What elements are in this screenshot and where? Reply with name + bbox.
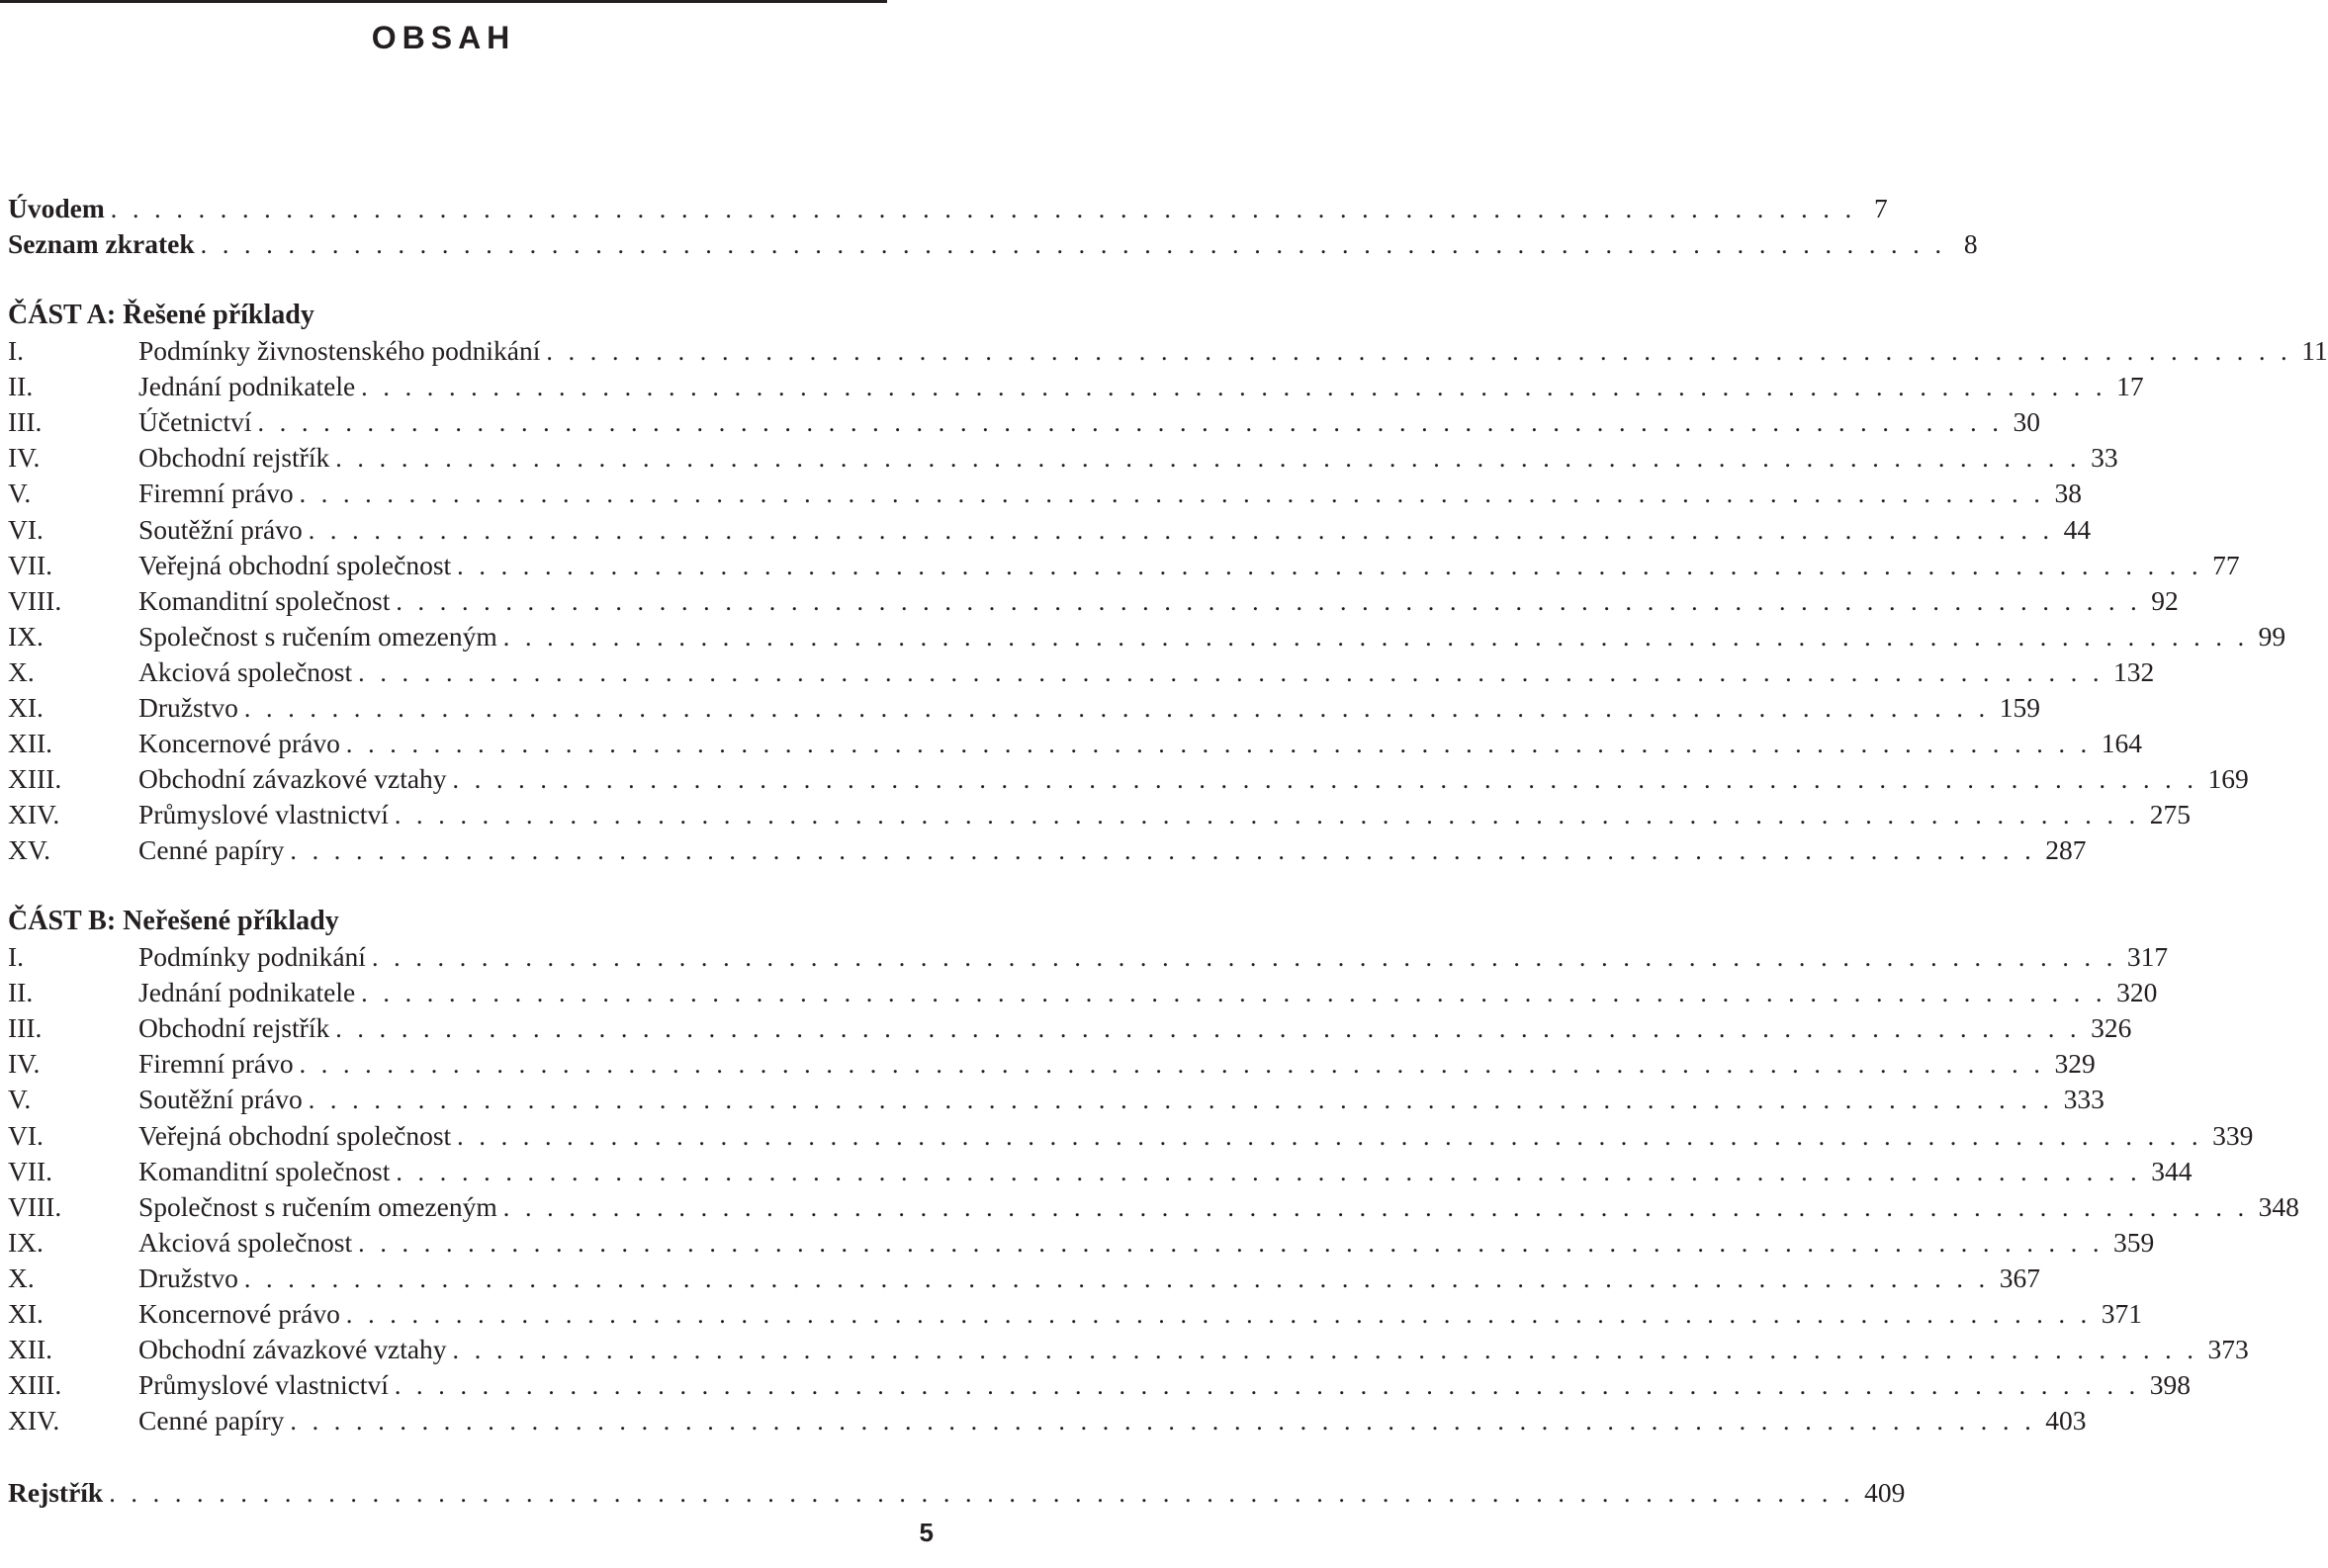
dot-leader: . . . . . . . . . . . . . . . . . . . . . . . . . . . . . . . . . . . . . . . . . . . . . . . . . . . . . . . . . . . . . . . . . . . . . . . . . . . . . . . . bbox=[308, 1086, 2054, 1115]
entry-number: XV. bbox=[8, 834, 51, 866]
entry-title: Jednání podnikatele bbox=[138, 977, 356, 1008]
entry-page-number: 44 bbox=[2063, 513, 2092, 545]
entry-number: VIII. bbox=[8, 584, 62, 616]
toc-entry[interactable] bbox=[8, 619, 2286, 654]
entry-title: Veřejná obchodní společnost bbox=[138, 549, 452, 580]
entry-page-number: 344 bbox=[2151, 1155, 2193, 1186]
entry-number: XI. bbox=[8, 1298, 44, 1329]
entry-number: XIV. bbox=[8, 1405, 60, 1437]
toc-entry-intro[interactable] bbox=[8, 226, 1978, 262]
entry-number: V. bbox=[8, 1084, 32, 1115]
dot-leader: . . . . . . . . . . . . . . . . . . . . . . . . . . . . . . . . . . . . . . . . . . . . . . . . . . . . . . . . . . . . . . . . . . . . . . . . . . . . . . . . bbox=[396, 586, 2142, 616]
dot-leader: . . . . . . . . . . . . . . . . . . . . . . . . . . . . . . . . . . . . . . . . . . . . . . . . . . . . . . . . . . . . . . . . . . . . . . . . . . . . . . . . bbox=[200, 230, 1946, 260]
dot-leader: . . . . . . . . . . . . . . . . . . . . . . . . . . . . . . . . . . . . . . . . . . . . . . . . . . . . . . . . . . . . . . . . . . . . . . . . . . . . . . . . bbox=[546, 337, 2292, 366]
dot-leader: . . . . . . . . . . . . . . . . . . . . . . . . . . . . . . . . . . . . . . . . . . . . . . . . . . . . . . . . . . . . . . . . . . . . . . . . . . . . . . . . bbox=[335, 1014, 2082, 1044]
toc-entry-intro[interactable] bbox=[8, 191, 1888, 226]
toc-entry[interactable] bbox=[8, 1367, 2191, 1403]
entry-title: Obchodní závazkové vztahy bbox=[138, 763, 447, 795]
toc-entry[interactable] bbox=[8, 476, 2082, 511]
entry-title: Firemní právo bbox=[138, 1048, 294, 1080]
entry-number: XIII. bbox=[8, 763, 62, 795]
dot-leader: . . . . . . . . . . . . . . . . . . . . . . . . . . . . . . . . . . . . . . . . . . . . . . . . . . . . . . . . . . . . . . . . . . . . . . . . . . . . . . . . bbox=[457, 1121, 2203, 1151]
entry-page-number: 99 bbox=[2258, 620, 2286, 652]
entry-title: Akciová společnost bbox=[138, 1226, 353, 1258]
entry-page-number: 33 bbox=[2091, 442, 2118, 474]
entry-number: VI. bbox=[8, 1119, 44, 1151]
toc-entry[interactable] bbox=[8, 1261, 2040, 1296]
entry-title: Úvodem bbox=[8, 193, 105, 223]
top-rule bbox=[0, 0, 887, 3]
entry-title: Komanditní společnost bbox=[138, 584, 391, 616]
toc-entry[interactable] bbox=[8, 1403, 2087, 1438]
entry-number: X. bbox=[8, 1262, 35, 1293]
dot-leader: . . . . . . . . . . . . . . . . . . . . . . . . . . . . . . . . . . . . . . . . . . . . . . . . . . . . . . . . . . . . . . . . . . . . . . . . . . . . . . . . bbox=[358, 657, 2104, 687]
entry-page-number: 326 bbox=[2091, 1012, 2132, 1044]
entry-title: Komanditní společnost bbox=[138, 1155, 391, 1186]
section-heading-part-a: ČÁST A: Řešené příklady bbox=[8, 300, 314, 330]
entry-number: II. bbox=[8, 371, 34, 402]
entry-page-number: 359 bbox=[2113, 1226, 2155, 1258]
toc-entry[interactable] bbox=[8, 1082, 2104, 1117]
entry-page-number: 159 bbox=[1999, 692, 2040, 723]
entry-page-number: 317 bbox=[2126, 941, 2169, 972]
entry-number: V. bbox=[8, 478, 32, 509]
entry-title: Soutěžní právo bbox=[138, 513, 303, 545]
entry-page-number: 339 bbox=[2212, 1119, 2254, 1151]
entry-title: Účetnictví bbox=[138, 406, 252, 438]
toc-entry[interactable] bbox=[8, 690, 2040, 726]
entry-page-number: 30 bbox=[2013, 406, 2040, 438]
dot-leader: . . . . . . . . . . . . . . . . . . . . . . . . . . . . . . . . . . . . . . . . . . . . . . . . . . . . . . . . . . . . . . . . . . . . . . . . . . . . . . . . bbox=[358, 1228, 2104, 1258]
toc-entry[interactable] bbox=[8, 1046, 2096, 1082]
entry-page-number: 320 bbox=[2116, 977, 2158, 1008]
entry-page-number: 398 bbox=[2149, 1369, 2191, 1401]
entry-number: XII. bbox=[8, 728, 53, 759]
toc-entry[interactable] bbox=[8, 797, 2191, 832]
entry-page-number: 275 bbox=[2149, 799, 2191, 830]
dot-leader: . . . . . . . . . . . . . . . . . . . . . . . . . . . . . . . . . . . . . . . . . . . . . . . . . . . . . . . . . . . . . . . . . . . . . . . . . . . . . . . . bbox=[335, 444, 2082, 474]
entry-title: Veřejná obchodní společnost bbox=[138, 1119, 452, 1151]
entry-title: Seznam zkratek bbox=[8, 228, 195, 260]
entry-title: Podmínky podnikání bbox=[138, 941, 366, 972]
entry-number: VII. bbox=[8, 549, 53, 580]
page-title: OBSAH bbox=[371, 20, 516, 55]
entry-number: IX. bbox=[8, 620, 44, 652]
dot-leader: . . . . . . . . . . . . . . . . . . . . . . . . . . . . . . . . . . . . . . . . . . . . . . . . . . . . . . . . . . . . . . . . . . . . . . . . . . . . . . . . bbox=[345, 1300, 2092, 1329]
entry-number: X. bbox=[8, 655, 35, 687]
entry-number: VIII. bbox=[8, 1190, 62, 1222]
entry-title: Firemní právo bbox=[138, 478, 294, 509]
toc-entry[interactable] bbox=[8, 583, 2179, 619]
entry-page-number: 164 bbox=[2101, 728, 2143, 759]
entry-page-number: 77 bbox=[2212, 549, 2240, 580]
entry-number: III. bbox=[8, 406, 43, 438]
entry-title: Akciová společnost bbox=[138, 655, 353, 687]
entry-title: Společnost s ručením omezeným bbox=[138, 1190, 497, 1222]
dot-leader: . . . . . . . . . . . . . . . . . . . . . . . . . . . . . . . . . . . . . . . . . . . . . . . . . . . . . . . . . . . . . . . . . . . . . . . . . . . . . . . . bbox=[394, 1371, 2140, 1401]
entry-title: Společnost s ručením omezeným bbox=[138, 620, 497, 652]
toc-entry[interactable] bbox=[8, 726, 2143, 761]
entry-number: VI. bbox=[8, 513, 44, 545]
entry-title: Obchodní rejstřík bbox=[138, 1012, 330, 1044]
entry-page-number: 329 bbox=[2054, 1048, 2096, 1080]
entry-number: XI. bbox=[8, 692, 44, 723]
entry-page-number: 287 bbox=[2045, 834, 2087, 866]
entry-number: IV. bbox=[8, 1048, 41, 1080]
page-number: 5 bbox=[919, 1518, 934, 1547]
dot-leader: . . . . . . . . . . . . . . . . . . . . . . . . . . . . . . . . . . . . . . . . . . . . . . . . . . . . . . . . . . . . . . . . . . . . . . . . . . . . . . . . bbox=[371, 943, 2117, 972]
dot-leader: . . . . . . . . . . . . . . . . . . . . . . . . . . . . . . . . . . . . . . . . . . . . . . . . . . . . . . . . . . . . . . . . . . . . . . . . . . . . . . . . bbox=[394, 801, 2140, 830]
dot-leader: . . . . . . . . . . . . . . . . . . . . . . . . . . . . . . . . . . . . . . . . . . . . . . . . . . . . . . . . . . . . . . . . . . . . . . . . . . . . . . . . bbox=[457, 551, 2203, 580]
entry-number: I. bbox=[8, 941, 25, 972]
toc-entry[interactable] bbox=[8, 512, 2092, 548]
dot-leader: . . . . . . . . . . . . . . . . . . . . . . . . . . . . . . . . . . . . . . . . . . . . . . . . . . . . . . . . . . . . . . . . . . . . . . . . . . . . . . . . bbox=[502, 622, 2249, 652]
entry-page-number: 8 bbox=[1963, 228, 1978, 260]
dot-leader: . . . . . . . . . . . . . . . . . . . . . . . . . . . . . . . . . . . . . . . . . . . . . . . . . . . . . . . . . . . . . . . . . . . . . . . . . . . . . . . . bbox=[452, 765, 2198, 795]
entry-page-number: 348 bbox=[2258, 1190, 2299, 1222]
entry-page-number: 92 bbox=[2151, 584, 2179, 616]
entry-page-number: 11 bbox=[2301, 335, 2328, 366]
entry-number: IX. bbox=[8, 1226, 44, 1258]
toc-entry[interactable] bbox=[8, 1225, 2155, 1261]
dot-leader: . . . . . . . . . . . . . . . . . . . . . . . . . . . . . . . . . . . . . . . . . . . . . . . . . . . . . . . . . . . . . . . . . . . . . . . . . . . . . . . . bbox=[243, 694, 1990, 723]
dot-leader: . . . . . . . . . . . . . . . . . . . . . . . . . . . . . . . . . . . . . . . . . . . . . . . . . . . . . . . . . . . . . . . . . . . . . . . . . . . . . . . . bbox=[110, 195, 1856, 223]
entry-page-number: 38 bbox=[2054, 478, 2082, 509]
entry-page-number: 367 bbox=[1999, 1262, 2040, 1293]
toc-entry[interactable] bbox=[8, 654, 2155, 690]
entry-page-number: 371 bbox=[2101, 1298, 2143, 1329]
dot-leader: . . . . . . . . . . . . . . . . . . . . . . . . . . . . . . . . . . . . . . . . . . . . . . . . . . . . . . . . . . . . . . . . . . . . . . . . . . . . . . . . bbox=[361, 373, 2107, 402]
toc-entry[interactable] bbox=[8, 1154, 2193, 1189]
toc-entry[interactable] bbox=[8, 1296, 2143, 1332]
entry-title: Podmínky živnostenského podnikání bbox=[138, 335, 541, 366]
entry-page-number: 169 bbox=[2207, 763, 2249, 795]
dot-leader: . . . . . . . . . . . . . . . . . . . . . . . . . . . . . . . . . . . . . . . . . . . . . . . . . . . . . . . . . . . . . . . . . . . . . . . . . . . . . . . . bbox=[290, 1407, 2036, 1437]
dot-leader: . . . . . . . . . . . . . . . . . . . . . . . . . . . . . . . . . . . . . . . . . . . . . . . . . . . . . . . . . . . . . . . . . . . . . . . . . . . . . . . . bbox=[290, 836, 2036, 866]
dot-leader: . . . . . . . . . . . . . . . . . . . . . . . . . . . . . . . . . . . . . . . . . . . . . . . . . . . . . . . . . . . . . . . . . . . . . . . . . . . . . . . . bbox=[109, 1479, 1855, 1508]
entry-number: IV. bbox=[8, 442, 41, 474]
entry-title: Družstvo bbox=[138, 692, 238, 723]
entry-page-number: 333 bbox=[2063, 1084, 2104, 1115]
entry-title: Průmyslové vlastnictví bbox=[138, 1369, 389, 1401]
dot-leader: . . . . . . . . . . . . . . . . . . . . . . . . . . . . . . . . . . . . . . . . . . . . . . . . . . . . . . . . . . . . . . . . . . . . . . . . . . . . . . . . bbox=[396, 1157, 2142, 1186]
dot-leader: . . . . . . . . . . . . . . . . . . . . . . . . . . . . . . . . . . . . . . . . . . . . . . . . . . . . . . . . . . . . . . . . . . . . . . . . . . . . . . . . bbox=[308, 515, 2054, 545]
toc-entry[interactable] bbox=[8, 761, 2249, 797]
toc-entry[interactable] bbox=[8, 1010, 2132, 1046]
entry-title: Jednání podnikatele bbox=[138, 371, 356, 402]
toc-entry[interactable] bbox=[8, 832, 2087, 868]
toc-entry[interactable] bbox=[8, 404, 2040, 440]
entry-title: Cenné papíry bbox=[138, 834, 285, 866]
entry-number: I. bbox=[8, 335, 25, 366]
dot-leader: . . . . . . . . . . . . . . . . . . . . . . . . . . . . . . . . . . . . . . . . . . . . . . . . . . . . . . . . . . . . . . . . . . . . . . . . . . . . . . . . bbox=[345, 730, 2092, 759]
entry-page-number: 409 bbox=[1864, 1477, 1906, 1508]
entry-title: Průmyslové vlastnictví bbox=[138, 799, 389, 830]
entry-title: Rejstřík bbox=[8, 1477, 104, 1508]
entry-page-number: 403 bbox=[2045, 1405, 2087, 1437]
toc-entry[interactable] bbox=[8, 548, 2240, 583]
toc-entry[interactable] bbox=[8, 333, 2328, 369]
entry-number: XII. bbox=[8, 1334, 53, 1365]
dot-leader: . . . . . . . . . . . . . . . . . . . . . . . . . . . . . . . . . . . . . . . . . . . . . . . . . . . . . . . . . . . . . . . . . . . . . . . . . . . . . . . . bbox=[299, 479, 2045, 509]
entry-title: Obchodní závazkové vztahy bbox=[138, 1334, 447, 1365]
entry-title: Koncernové právo bbox=[138, 728, 340, 759]
toc-entry[interactable] bbox=[8, 975, 2158, 1010]
toc-entry[interactable] bbox=[8, 1118, 2254, 1154]
toc-entry[interactable] bbox=[8, 440, 2118, 476]
entry-number: XIV. bbox=[8, 799, 60, 830]
toc-entry[interactable] bbox=[8, 939, 2169, 975]
entry-page-number: 17 bbox=[2116, 371, 2144, 402]
entry-title: Obchodní rejstřík bbox=[138, 442, 330, 474]
entry-title: Družstvo bbox=[138, 1262, 238, 1293]
dot-leader: . . . . . . . . . . . . . . . . . . . . . . . . . . . . . . . . . . . . . . . . . . . . . . . . . . . . . . . . . . . . . . . . . . . . . . . . . . . . . . . . bbox=[361, 979, 2107, 1008]
entry-title: Soutěžní právo bbox=[138, 1084, 303, 1115]
entry-page-number: 132 bbox=[2113, 655, 2155, 687]
toc-entry[interactable] bbox=[8, 1189, 2299, 1225]
entry-number: VII. bbox=[8, 1155, 53, 1186]
entry-page-number: 373 bbox=[2207, 1334, 2249, 1365]
entry-page-number: 7 bbox=[1873, 193, 1888, 223]
entry-number: XIII. bbox=[8, 1369, 62, 1401]
toc-entry[interactable] bbox=[8, 1332, 2249, 1367]
section-heading-part-b: ČÁST B: Neřešené příklady bbox=[8, 906, 339, 936]
entry-title: Koncernové právo bbox=[138, 1298, 340, 1329]
entry-number: III. bbox=[8, 1012, 43, 1044]
dot-leader: . . . . . . . . . . . . . . . . . . . . . . . . . . . . . . . . . . . . . . . . . . . . . . . . . . . . . . . . . . . . . . . . . . . . . . . . . . . . . . . . bbox=[243, 1263, 1990, 1293]
dot-leader: . . . . . . . . . . . . . . . . . . . . . . . . . . . . . . . . . . . . . . . . . . . . . . . . . . . . . . . . . . . . . . . . . . . . . . . . . . . . . . . . bbox=[299, 1050, 2045, 1080]
dot-leader: . . . . . . . . . . . . . . . . . . . . . . . . . . . . . . . . . . . . . . . . . . . . . . . . . . . . . . . . . . . . . . . . . . . . . . . . . . . . . . . . bbox=[257, 408, 2004, 438]
dot-leader: . . . . . . . . . . . . . . . . . . . . . . . . . . . . . . . . . . . . . . . . . . . . . . . . . . . . . . . . . . . . . . . . . . . . . . . . . . . . . . . . bbox=[502, 1192, 2249, 1222]
entry-number: II. bbox=[8, 977, 34, 1008]
dot-leader: . . . . . . . . . . . . . . . . . . . . . . . . . . . . . . . . . . . . . . . . . . . . . . . . . . . . . . . . . . . . . . . . . . . . . . . . . . . . . . . . bbox=[452, 1336, 2198, 1365]
toc-entry[interactable] bbox=[8, 369, 2144, 404]
toc-entry-index[interactable] bbox=[8, 1475, 1906, 1511]
entry-title: Cenné papíry bbox=[138, 1405, 285, 1437]
